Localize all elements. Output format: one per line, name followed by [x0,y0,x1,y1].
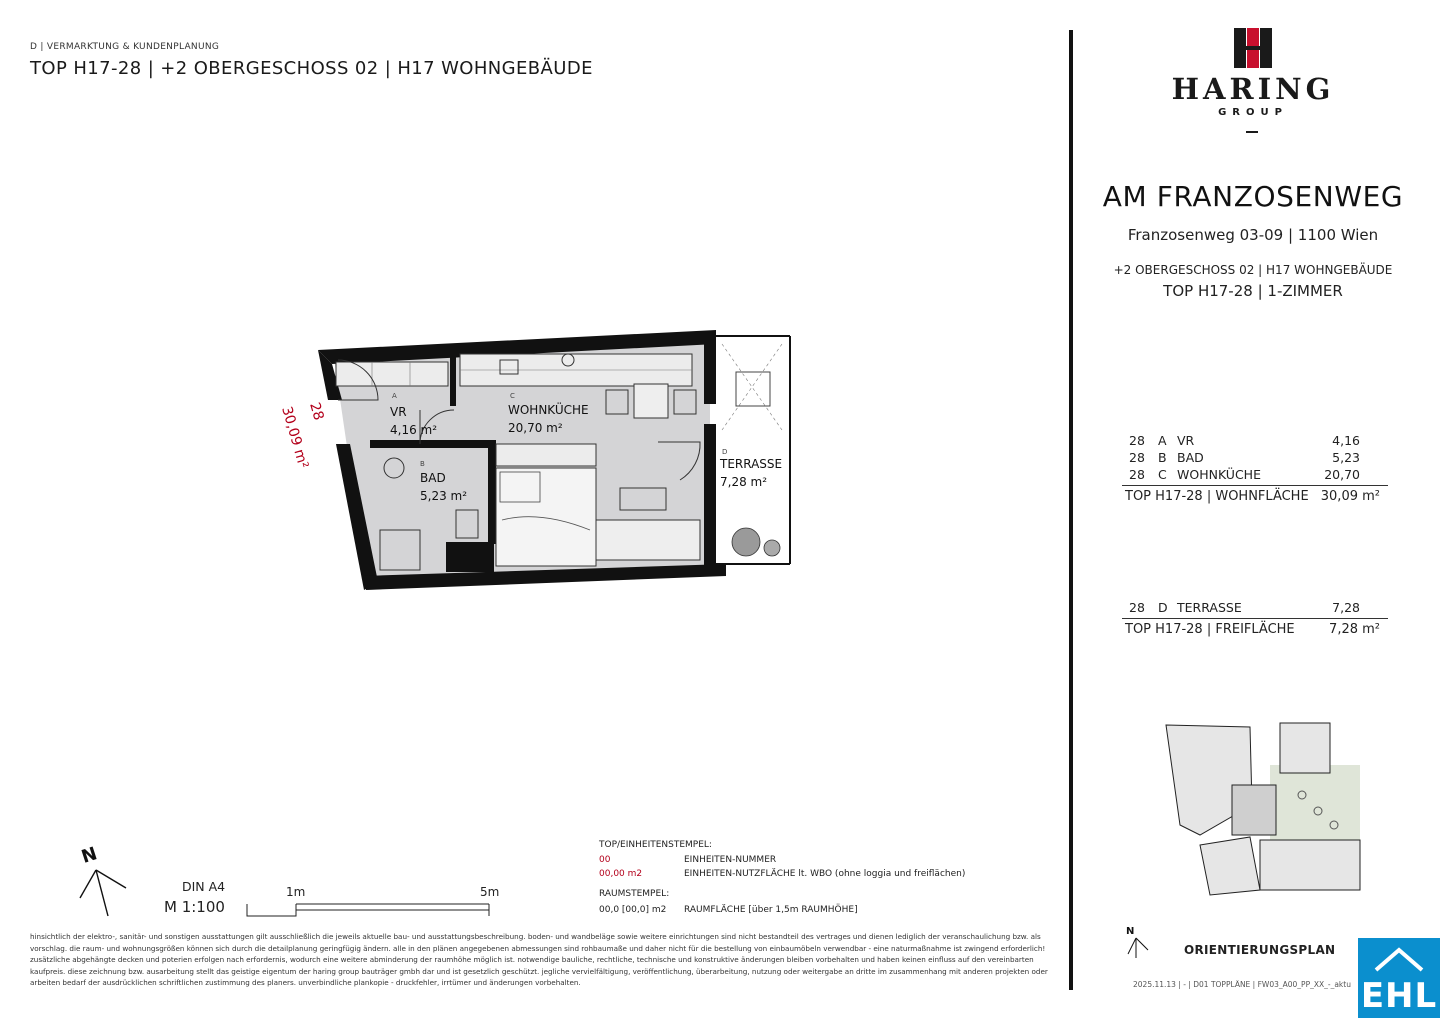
room-letter-d: D [722,448,728,456]
stamp-label-room: RAUMFLÄCHE [über 1,5m RAUMHÖHE] [684,905,858,915]
row-letter: D [1158,600,1168,615]
stamp-label-number: EINHEITEN-NUMMER [684,855,777,865]
stamp-label-area: EINHEITEN-NUTZFLÄCHE lt. WBO (ohne loggia und freiflächen) [684,869,966,879]
row-value: 20,70 [1324,467,1360,482]
table-row [1122,450,1388,467]
paper-format: DIN A4 [182,879,226,894]
svg-text:5m: 5m [480,885,500,899]
site-block-bottom-left [1200,837,1260,895]
bed [496,468,596,566]
room-letter-c: C [510,392,515,400]
row-value: 7,28 [1332,600,1360,615]
row-num: 28 [1129,600,1145,615]
project-title: AM FRANZOSENWEG [1102,180,1404,213]
dining-table [634,384,668,418]
free-area-sum [1122,618,1388,638]
wall-bath-top [370,440,490,448]
unit-area-stamp: 30,09 m² [278,404,312,471]
vertical-divider [1069,30,1073,990]
hall-cabinet [336,362,448,386]
room-name-wohnkueche: WOHNKÜCHE [508,403,589,417]
room-name-bad: BAD [420,471,446,485]
sofa [596,520,700,560]
row-name: TERRASSE [1177,600,1242,615]
row-letter: B [1158,450,1167,465]
floor-plan [270,320,830,610]
room-letter-b: B [420,460,425,468]
stamp-room-title: RAUMSTEMPEL: [599,889,670,899]
svg-text:N: N [1126,926,1135,937]
row-num: 28 [1129,467,1145,482]
row-name: BAD [1177,450,1204,465]
legal-disclaimer: hinsichtlich der elektro-, sanitär- und sonstigen ausstattungen gilt ausschließlich die jeweils aktuelle bau- und ausstattungsbeschreibung. boden- und wandbeläge sowie weitere einrichtungen sind nicht bestandteil des vertrages und dienen lediglich der veranschaulichung bzw. als vorschlag. die raum- und wohnungsgrößen können sich durch die detailplanung geringfügig ändern. alle in den plänen angegebenen abmessungen sind rohbaumaße und daher nicht für die bestellung von einbaumöbeln verwendbar - eine naturmaßnahme ist zwingend erforderlich! zusätzliche abgehängte decken und poterien erfolgen nach erfordernis, wodurch eine weitere abminderung der raumhöhe möglich ist. notwendige bauliche, rechtliche, technische und konstruktive änderungen bleiben vorbehalten und haben keinen einfluss auf den vereinbarten kaufpreis. diese zeichnung bzw. ausarbeitung stellt das geistige eigentum der haring group bauträger gmbh dar und ist gesetzlich geschützt. jegliche vervielfältigung, veröffentlichung, überarbeitung, nutzung oder weitergabe an dritte im zusammenhang mit anderen projekten oder arbeiten bedarf der ausdrücklichen schriftlichen zustimmung des planers. unverbindliche plankopie - druckfehler, irrtümer und änderungen vorbehalten. [30,932,1048,988]
table-row [1122,467,1388,484]
haring-logo-icon [1234,28,1272,68]
orientation-plan-label: ORIENTIERUNGSPLAN [1184,943,1336,957]
row-num: 28 [1129,450,1145,465]
living-area-sum [1122,485,1388,505]
free-area-table [1122,600,1388,638]
stamp-code-area: 00,00 m2 [599,869,643,879]
living-area-table [1122,433,1388,505]
room-area-bad: 5,23 m² [420,489,468,503]
stamp-code-room: 00,0 [00,0] m2 [599,905,667,915]
table-row [1122,433,1388,450]
row-num: 28 [1129,433,1145,448]
wall-hall-right [450,350,456,406]
site-green-area [1270,765,1360,845]
north-arrow-small-icon [1124,924,1154,960]
site-block-top [1280,723,1330,773]
department-label: D | VERMARKTUNG & KUNDENPLANUNG [30,42,220,52]
row-value: 5,23 [1332,450,1360,465]
room-area-wohnkueche: 20,70 m² [508,421,563,435]
project-address: Franzosenweg 03-09 | 1100 Wien [1127,226,1379,244]
row-name: VR [1177,433,1195,448]
plant-icon [732,528,760,556]
brand-name: HARING [1171,72,1335,106]
room-name-terrasse: TERRASSE [720,457,783,471]
sum-label: TOP H17-28 | WOHNFLÄCHE [1125,489,1309,504]
row-letter: A [1158,433,1167,448]
wall-right-upper [704,332,716,404]
stamp-code-number: 00 [599,855,611,865]
svg-text:1m: 1m [286,885,306,899]
site-block-bottom-right [1260,840,1360,890]
ehl-logo [1358,938,1440,1018]
brand-sub: GROUP [1218,107,1288,118]
scale-bar [244,884,500,918]
room-name-vr: VR [390,405,407,419]
row-value: 4,16 [1332,433,1360,448]
project-unit: TOP H17-28 | 1-ZIMMER [1163,282,1343,300]
ehl-logo-text: EHL [1360,976,1438,1016]
north-arrow-icon [76,840,130,920]
shaft [446,542,494,572]
table-row [1122,600,1388,617]
row-letter: C [1158,467,1167,482]
wall-right-lower [704,424,716,574]
sum-value: 7,28 m² [1329,622,1380,637]
drawing-scale: M 1:100 [164,898,225,916]
wardrobe [496,444,596,466]
sum-value: 30,09 m² [1320,489,1380,504]
stamp-top-title: TOP/EINHEITENSTEMPEL: [599,840,712,850]
unit-number-stamp: 28 [306,400,327,423]
svg-text:N: N [78,843,100,868]
room-area-vr: 4,16 m² [390,423,438,437]
site-block-middle [1232,785,1276,835]
document-id: 2025.11.13 | - | D01 TOPPLÄNE | FW03_A00_PP_XX_-_aktu [1133,980,1351,989]
room-area-terrasse: 7,28 m² [720,475,768,489]
orientation-plan-map [1160,715,1370,900]
project-floor: +2 OBERGESCHOSS 02 | H17 WOHNGEBÄUDE [1113,263,1393,277]
plant-small-icon [764,540,780,556]
house-roof-icon [1372,944,1426,974]
wall-bath-right [488,440,496,544]
brand-dash [1246,131,1258,133]
row-name: WOHNKÜCHE [1177,467,1261,482]
room-letter-a: A [392,392,397,400]
page-title: TOP H17-28 | +2 OBERGESCHOSS 02 | H17 WOHNGEBÄUDE [30,58,593,79]
sum-label: TOP H17-28 | FREIFLÄCHE [1125,622,1295,637]
